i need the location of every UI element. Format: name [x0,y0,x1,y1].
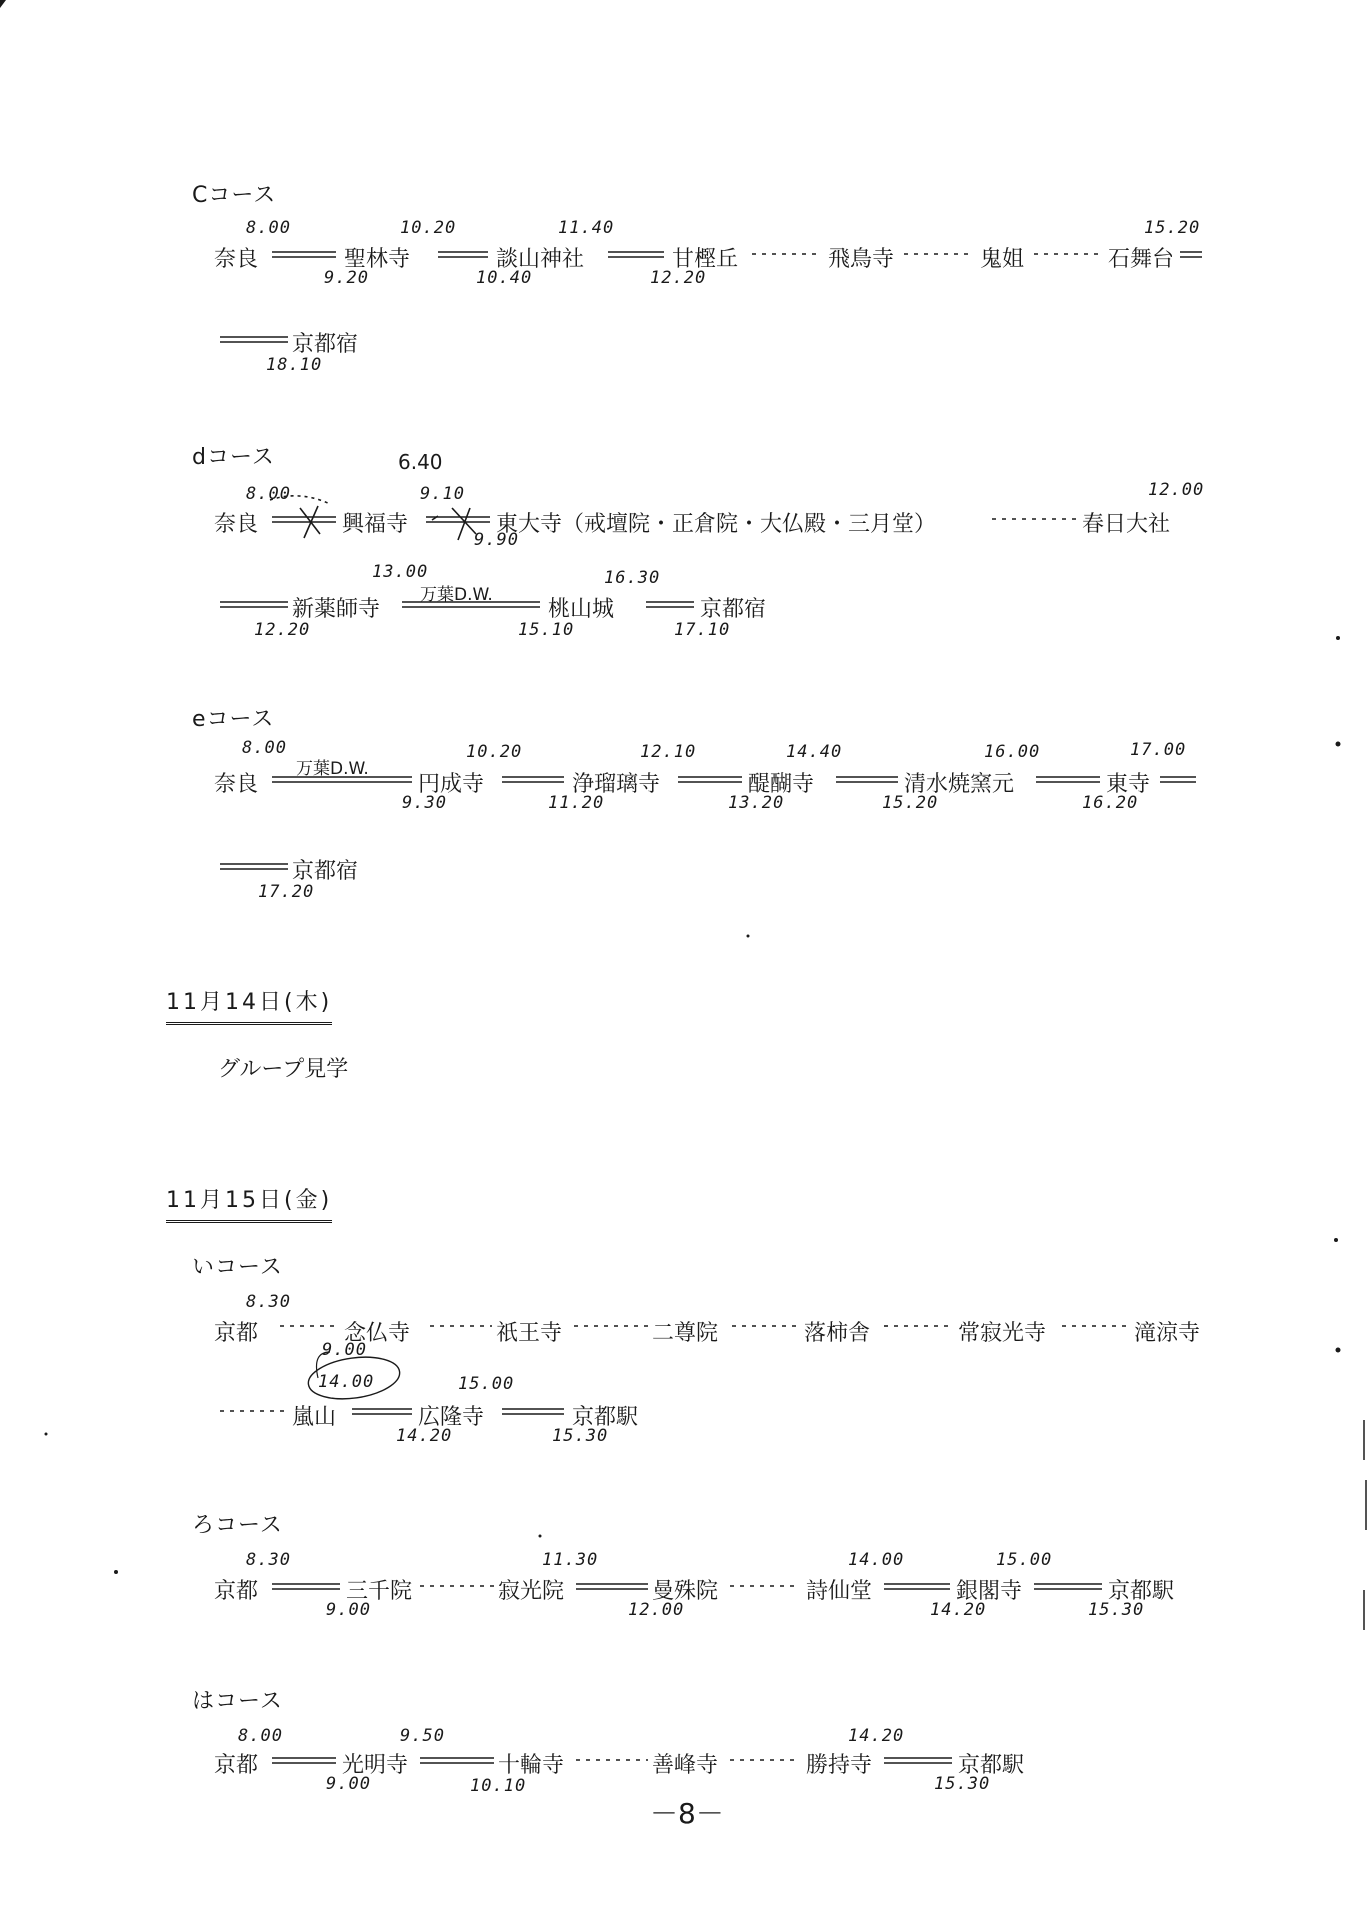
place-label: 春日大社 [1082,512,1171,537]
time-label: 9.00 [322,1340,367,1360]
place-label: 飛鳥寺 [828,247,895,272]
time-label: 13.00 [372,562,429,582]
place-label: 東大寺（戒壇院・正倉院・大仏殿・三月堂） [496,512,937,537]
course-e-title: eコース [192,707,275,732]
handwritten-note: 6.40 [398,450,443,474]
time-label: 16.30 [604,568,661,588]
place-label: 京都 [214,1321,259,1346]
time-label: 15.00 [996,1550,1053,1570]
time-label: 11.40 [558,218,615,238]
time-label: 10.40 [476,268,533,288]
time-label: 13.20 [728,793,785,813]
time-label: 11.30 [542,1550,599,1570]
place-label: 浄瑠璃寺 [572,772,661,797]
time-label: 14.00 [318,1372,375,1392]
time-label: 9.20 [324,268,369,288]
time-label: 16.20 [1082,793,1139,813]
place-label: 十輪寺 [498,1753,565,1778]
place-label: 常寂光寺 [958,1321,1047,1346]
place-label: 円成寺 [418,772,485,797]
time-label: 15.30 [934,1774,991,1794]
page-number: －8－ [650,1797,724,1830]
time-label: 15.00 [458,1374,515,1394]
place-label: 京都宿 [292,859,359,884]
place-label: 光明寺 [342,1753,409,1778]
place-label: 清水焼窯元 [904,772,1015,797]
place-label: 奈良 [214,512,259,537]
place-label: 京都駅 [958,1753,1025,1778]
dw-label: 万葉D.W. [296,759,369,779]
place-label: 醍醐寺 [748,772,815,797]
time-label: 14.20 [848,1726,905,1746]
time-label: 8.00 [242,738,287,758]
time-label: 9.10 [420,484,465,504]
time-label: 12.20 [254,620,311,640]
place-label: 京都 [214,1753,259,1778]
place-label: 祇王寺 [496,1321,563,1346]
time-label: 10.20 [466,742,523,762]
place-label: 石舞台 [1108,247,1175,272]
time-label: 9.00 [326,1600,371,1620]
place-label: 三千院 [346,1579,413,1604]
place-label: 京都駅 [572,1405,639,1430]
time-label: 8.00 [238,1726,283,1746]
time-label: 8.30 [246,1550,291,1570]
time-label: 15.10 [518,620,575,640]
time-label: 10.10 [470,1776,527,1796]
place-label: 京都宿 [292,332,359,357]
group-visit-text: グループ見学 [218,1057,349,1082]
place-label: 奈良 [214,247,259,272]
time-label: 12.20 [650,268,707,288]
place-label: 鬼姐 [980,247,1025,272]
date-heading-nov15: 11月15日(金) [166,1183,332,1223]
time-label: 17.20 [258,882,315,902]
place-label: 念仏寺 [344,1321,411,1346]
time-label: 15.30 [552,1426,609,1446]
place-label: 嵐山 [292,1405,337,1430]
place-label: 落柿舎 [804,1321,871,1346]
place-label: 京都 [214,1579,259,1604]
time-label: 18.10 [266,355,323,375]
time-label: 17.00 [1130,740,1187,760]
time-label: 17.10 [674,620,731,640]
place-label: 勝持寺 [806,1753,873,1778]
time-label: 9.50 [400,1726,445,1746]
time-label: 15.20 [1144,218,1201,238]
place-label: 寂光院 [498,1579,565,1604]
date-heading-nov14: 11月14日(木) [166,985,332,1025]
place-label: 聖林寺 [344,247,411,272]
place-label: 二尊院 [652,1321,719,1346]
course-i-title: いコース [192,1255,283,1280]
course-d-title: dコース [192,445,275,470]
time-label: 15.30 [1088,1600,1145,1620]
time-label: 8.30 [246,1292,291,1312]
place-label: 銀閣寺 [956,1579,1023,1604]
place-label: 東寺 [1106,772,1151,797]
place-label: 京都宿 [700,597,767,622]
time-label: 8.00 [246,218,291,238]
time-label: 8.00 [246,484,291,504]
time-label: 14.00 [848,1550,905,1570]
time-label: 14.40 [786,742,843,762]
time-label: 15.20 [882,793,939,813]
place-label: 談山神社 [496,247,585,272]
time-label: 14.20 [930,1600,987,1620]
time-label: 12.10 [640,742,697,762]
place-label: 桃山城 [548,597,615,622]
time-label: 10.20 [400,218,457,238]
place-label: 詩仙堂 [806,1579,873,1604]
time-label: 9.00 [326,1774,371,1794]
time-label: 12.00 [1148,480,1205,500]
time-label: 9.30 [402,793,447,813]
place-label: 甘樫丘 [672,247,739,272]
place-label: 奈良 [214,772,259,797]
place-label: 善峰寺 [652,1753,719,1778]
place-label: 広隆寺 [418,1405,485,1430]
place-label: 滝涼寺 [1134,1321,1201,1346]
time-label: 14.20 [396,1426,453,1446]
course-ha-title: はコース [192,1689,283,1714]
time-label: 9.90 [474,530,519,550]
time-label: 11.20 [548,793,605,813]
place-label: 興福寺 [342,512,409,537]
course-ro-title: ろコース [192,1513,283,1538]
time-label: 12.00 [628,1600,685,1620]
time-label: 16.00 [984,742,1041,762]
place-label: 京都駅 [1108,1579,1175,1604]
dw-label: 万葉D.W. [420,585,493,605]
place-label: 新薬師寺 [292,597,381,622]
place-label: 曼殊院 [652,1579,719,1604]
course-c-title: Cコース [192,183,277,208]
